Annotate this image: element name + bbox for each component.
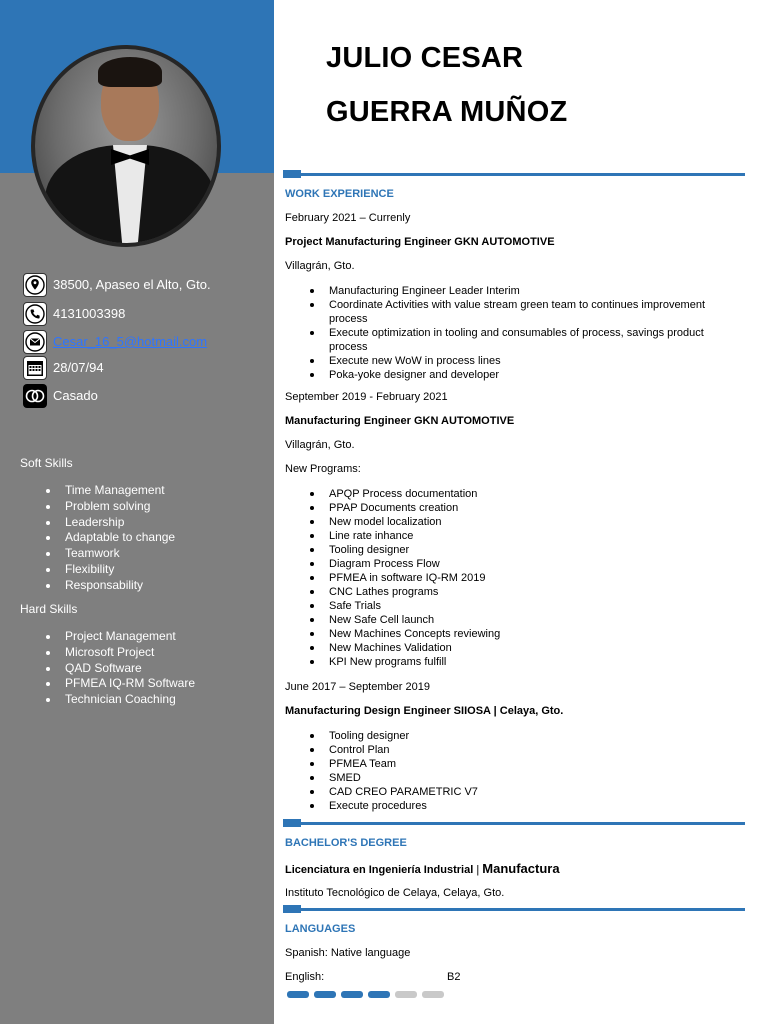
work-experience-title: WORK EXPERIENCE xyxy=(285,188,394,200)
job-location: Villagrán, Gto. xyxy=(285,260,355,272)
job-role-suffix: | Celaya, Gto. xyxy=(490,705,564,717)
list-item: Time Management xyxy=(44,483,175,499)
birthdate-text: 28/07/94 xyxy=(53,360,104,375)
calendar-icon xyxy=(23,356,47,380)
degree-specialty: Manufactura xyxy=(482,861,560,876)
soft-skills-title: Soft Skills xyxy=(20,456,73,470)
hard-skills-title: Hard Skills xyxy=(20,602,78,616)
list-item: Execute new WoW in process lines xyxy=(308,354,728,368)
list-item: Microsoft Project xyxy=(44,645,195,661)
degree-name: Licenciatura en Ingeniería Industrial xyxy=(285,864,474,876)
level-bar-segment xyxy=(368,991,390,998)
list-item: KPI New programs fulfill xyxy=(308,655,728,669)
school-name: Instituto Tecnológico de Celaya, Celaya, Gto. xyxy=(285,887,505,899)
list-item: New Machines Validation xyxy=(308,641,728,655)
list-item: SMED xyxy=(308,771,728,785)
list-item: Tooling designer xyxy=(308,543,728,557)
list-item: Control Plan xyxy=(308,743,728,757)
list-item: Technician Coaching xyxy=(44,692,195,708)
soft-skills-list xyxy=(44,483,175,594)
job-role: Project Manufacturing Engineer GKN AUTOMOTIVE xyxy=(285,236,555,248)
bachelors-degree-title: BACHELOR'S DEGREE xyxy=(285,837,407,849)
job-period: June 2017 – September 2019 xyxy=(285,681,430,693)
list-item: PFMEA Team xyxy=(308,757,728,771)
job-subheading: New Programs: xyxy=(285,463,361,475)
list-item: APQP Process documentation xyxy=(308,487,728,501)
level-bar-segment xyxy=(422,991,444,998)
list-item: PPAP Documents creation xyxy=(308,501,728,515)
list-item: Problem solving xyxy=(44,499,175,515)
list-item: CNC Lathes programs xyxy=(308,585,728,599)
list-item: Responsability xyxy=(44,578,175,594)
phone-icon xyxy=(23,302,47,326)
hard-skills-list xyxy=(44,629,195,708)
list-item: Poka-yoke designer and developer xyxy=(308,368,728,382)
list-item: QAD Software xyxy=(44,661,195,677)
list-item: Tooling designer xyxy=(308,729,728,743)
degree-separator: | xyxy=(473,864,483,876)
list-item: Execute procedures xyxy=(308,799,728,813)
list-item: New Safe Cell launch xyxy=(308,613,728,627)
list-item: PFMEA in software IQ-RM 2019 xyxy=(308,571,728,585)
list-item: Execute optimization in tooling and consumables of process, savings product process xyxy=(308,326,728,354)
list-item: Project Management xyxy=(44,629,195,645)
level-bar-segment xyxy=(287,991,309,998)
spanish-level: Spanish: Native language xyxy=(285,947,411,959)
job-period: September 2019 - February 2021 xyxy=(285,391,448,403)
job-role-line xyxy=(285,705,563,717)
section-divider xyxy=(283,908,745,911)
list-item: Leadership xyxy=(44,515,175,531)
level-bar-segment xyxy=(341,991,363,998)
list-item: Safe Trials xyxy=(308,599,728,613)
degree-line xyxy=(285,861,560,876)
list-item: Line rate inhance xyxy=(308,529,728,543)
list-item: PFMEA IQ-RM Software xyxy=(44,676,195,692)
list-item: Flexibility xyxy=(44,562,175,578)
location-pin-icon xyxy=(23,273,47,297)
english-level: B2 xyxy=(447,971,461,983)
job-period: February 2021 – Currenly xyxy=(285,212,411,224)
section-divider xyxy=(283,173,745,176)
list-item: Adaptable to change xyxy=(44,530,175,546)
name-line-1: JULIO CESAR xyxy=(326,42,524,74)
name-line-2: GUERRA MUÑOZ xyxy=(326,96,568,128)
job-duties-list xyxy=(308,284,728,382)
rings-icon xyxy=(23,384,47,408)
profile-photo xyxy=(31,45,221,247)
job-role: Manufacturing Design Engineer SIIOSA xyxy=(285,705,491,717)
level-bar-segment xyxy=(314,991,336,998)
sidebar xyxy=(0,0,274,1024)
list-item: New Machines Concepts reviewing xyxy=(308,627,728,641)
job-duties-list xyxy=(308,729,728,813)
job-location: Villagrán, Gto. xyxy=(285,439,355,451)
list-item: Manufacturing Engineer Leader Interim xyxy=(308,284,728,298)
list-item: New model localization xyxy=(308,515,728,529)
status-text: Casado xyxy=(53,388,98,403)
list-item: CAD CREO PARAMETRIC V7 xyxy=(308,785,728,799)
english-label: English: xyxy=(285,971,325,983)
languages-title: LANGUAGES xyxy=(285,923,356,935)
phone-text: 4131003398 xyxy=(53,306,126,321)
address-text: 38500, Apaseo el Alto, Gto. xyxy=(53,277,211,292)
list-item: Teamwork xyxy=(44,546,175,562)
job-duties-list xyxy=(308,487,728,669)
email-icon xyxy=(23,330,47,354)
list-item: Coordinate Activities with value stream green team to continues improvement process xyxy=(308,298,728,326)
list-item: Diagram Process Flow xyxy=(308,557,728,571)
level-bar-segment xyxy=(395,991,417,998)
job-role: Manufacturing Engineer GKN AUTOMOTIVE xyxy=(285,415,515,427)
section-divider xyxy=(283,822,745,825)
email-link[interactable]: Cesar_16_5@hotmail.com xyxy=(53,334,208,349)
